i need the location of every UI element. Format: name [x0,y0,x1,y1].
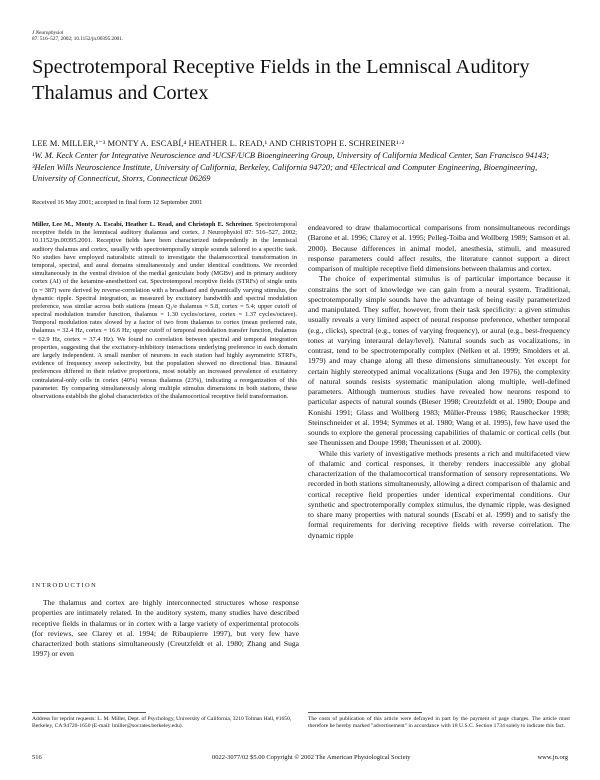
paragraph: The choice of experimental stimulus is of particular importance because it constrains the sort of knowledge we can gain from a neural system. Traditional, spectrotemporally simple sounds have the advantage of being easily parameterized and manipulated. They suffer, however, from their task specificity: a given stimulus usually reveals a very limited aspect of neural response preference, whether temporal (e.g., clicks), spectral (e.g., tones of varying frequency), or aural (e.g., best-frequency tones at varying interaural delay/level). Natural sounds such as vocalizations, in contrast, tend to be spectrotemporally complex (Nelken et al. 1999; Smolders et al. 1979) and may change along all these dimensions simultaneously. Yet except for certain highly stereotyped animal vocalizations (Suga and Jen 1976), the complexity of natural sounds resists systematic manipulation along multiple, well-defined parameters. Although numerous studies have revealed how neurons respond to particular aspects of natural sounds (Bieser 1998; Creutzfeldt et al. 1980; Doupe and Konishi 1991; Glass and Wollberg 1983; Müller-Preuss 1986; Rauschecker 1998; Steinschneider et al. 1994; Symmes et al. 1980; Wang et al. 1995), few have used the sounds to explore the general processing capabilities of thalamic or cortical cells (but see Theunissen and Doupe 1998; Theunissen et al. 2000). [308,274,570,448]
introduction-text [32,598,299,660]
affiliations: ¹W. M. Keck Center for Integrative Neuroscience and ²UCSF/UCB Bioengineering Group, University of California Medical Center, San Francisco 94143; ³Helen Wills Neuroscience Institute, University of California, Berkeley, California 94720; and ⁴Electrical and Computer Engineering, Bioengineering, University of Connecticut, Storrs, Connecticut 06269 [32,151,550,184]
journal-name: J Neurophysiol [32,30,64,36]
author-list: LEE M. MILLER,¹⁻³ MONTY A. ESCABÍ,⁴ HEATHER L. READ,¹ AND CHRISTOPH E. SCHREINER¹·² [32,139,405,148]
copyright-line: 0022-3077/02 $5.00 Copyright © 2002 The American Physiological Society [212,754,411,761]
abstract [32,221,297,401]
footnote-reprint-address: Address for reprint requests: L. M. Miller, Dept. of Psychology, University of California, 3210 Tolman Hall, #1650, Berkeley, CA 94720-1650 (E-mail: lmiller@socrates.berkeley.edu). [32,716,292,730]
right-column-text [308,223,570,541]
paragraph: endeavored to draw thalamocortical comparisons from nonsimultaneous recordings (Barone et al. 1996; Clarey et al. 1995; Pelleg-Toiba and Wollberg 1989; Samson et al. 2000). Because differences in animal model, anesthesia, stimuli, and measured response parameters could affect results, the literature cannot support a direct comparison of multiple receptive field dimensions between thalamus and cortex. [308,223,570,273]
paragraph: While this variety of investigative methods presents a rich and multifaceted view of thalamic and cortical responses, it thereby renders inaccessible any global characterization of the thalamocortical transformation of sensory representations. We recorded in both stations simultaneously, allowing a direct comparison of thalamic and cortical receptive field properties under identical experimental conditions. Our synthetic and spectrotemporally complex stimulus, the dynamic ripple, was designed to share many properties with natural sounds (Escabí et al. 1999) and to satisfy the formal requirements for deriving receptive fields with reverse correlation. The dynamic ripple [308,448,570,540]
received-dates: Received 16 May 2001; accepted in final form 12 September 2001 [32,199,203,206]
page-number: 516 [32,754,42,761]
journal-url: www.jn.org [537,754,568,761]
abstract-citation-lead: Miller, Lee M., Monty A. Escabí, Heather L. Read, and Christoph E. Schreiner. [32,221,253,228]
paragraph: The thalamus and cortex are highly interconnected structures whose response properties are intimately related. In the auditory system, many studies have described receptive fields in thalamus or in cortex with a large variety of experimental protocols (for reviews, see Clarey et al. 1994; de Ribaupierre 1997), but very few have characterized both stations simultaneously (Creutzfeldt et al. 1980; Zhang and Suga 1997) or even [32,598,299,659]
paper-title: Spectrotemporal Receptive Fields in the Lemniscal Auditory Thalamus and Cortex [32,56,530,104]
footnote-divider [32,712,146,713]
footnote-divider [308,712,422,713]
section-heading-introduction: INTRODUCTION [32,582,98,589]
journal-citation [32,30,123,42]
footnote-publication-costs: The costs of publication of this article were defrayed in part by the payment of page charges. The article must therefore be hereby marked "advertisement" in accordance with 18 U.S.C. Section 1734 solely to indicate this fact. [308,716,570,730]
journal-volume: 87: 516–527, 2002; 10.1152/jn.00395.2001. [32,36,124,43]
abstract-body: Spectrotemporal receptive fields in the lemniscal auditory thalamus and cortex. J Neurophysiol 87: 516–527, 2002; 10.1152/jn.00395.2001. Receptive fields have been characterized independently in the lemniscal auditory thalamus and cortex, usually with spectrotemporally simple sounds tailored to a specific task. No studies have employed naturalistic stimuli to investigate the thalamocortical transformation in temporal, spectral, and aural domains simultaneously and under identical conditions. We recorded simultaneously in the ventral division of the medial geniculate body (MGBv) and in primary auditory cortex (AI) of the ketamine-anesthetized cat. Spectrotemporal receptive fields (STRFs) of single units (n = 387) were derived by reverse-correlation with a broadband and dynamically varying stimulus, the dynamic ripple. Spectral integration, as measured by excitatory bandwidth and spectral modulation preference, was similar across both stations (mean Q₁/e thalamus = 5.8, cortex = 5.4; upper cutoff of spectral modulation transfer function, thalamus = 1.30 cycles/octave, cortex = 1.37 cycles/octave). Temporal modulation rates slowed by a factor of two from thalamus to cortex (mean preferred rate, thalamus = 32.4 Hz, cortex = 16.6 Hz; upper cutoff of temporal modulation transfer function, thalamus = 62.9 Hz, cortex = 37.4 Hz). We found no correlation between spectral and temporal integration properties, suggesting that the excitatory-inhibitory interactions underlying preference in each domain are largely independent. A small number of neurons in each station had highly asymmetric STRFs, evidence of frequency sweep selectivity, but the population showed no directional bias. Binaural preferences differed in their relative proportions, most notably an increased prevalence of excitatory contralateral-only cells in cortex (40%) versus thalamus (23%), indicating a reorganization of this parameter. By comparing simultaneously along multiple stimulus dimensions in both stations, these observations establish the global characteristics of the thalamocortical receptive field transformation. [32,221,297,400]
